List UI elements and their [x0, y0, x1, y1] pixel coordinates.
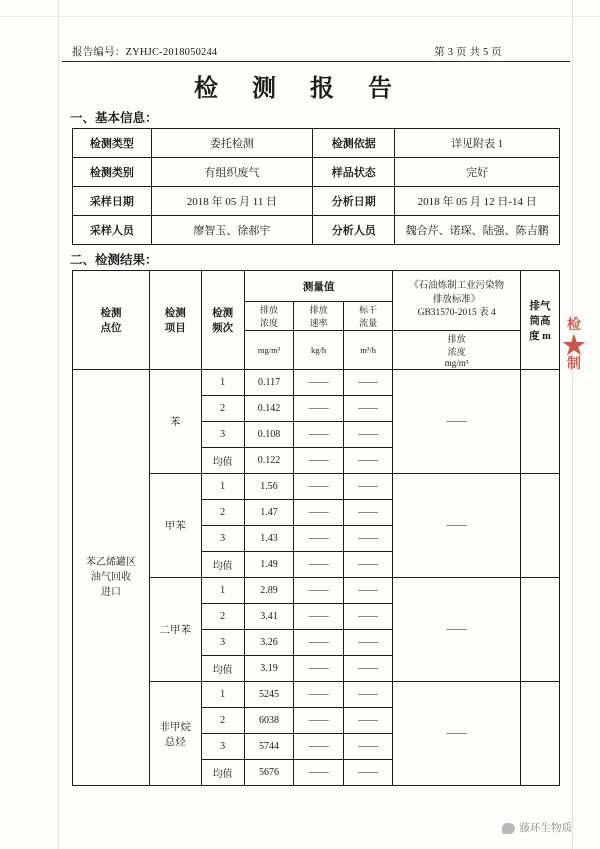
col-header-standard-flow: 标干 流量	[343, 302, 393, 331]
stamp-star-icon: ★	[562, 331, 586, 361]
cell-emission-conc: 3.26	[244, 630, 294, 656]
cell-frequency: 均值	[201, 656, 244, 682]
cell-emission-conc: 3.41	[244, 604, 294, 630]
cell-frequency: 3	[201, 526, 244, 552]
cell-emission-conc: 5245	[244, 682, 294, 708]
cell-item-name: 非甲烷 总烃	[149, 682, 201, 786]
basic-info-label: 分析人员	[313, 216, 395, 245]
cell-frequency: 1	[201, 682, 244, 708]
col-header-emission-conc: 排放 浓度	[244, 302, 294, 331]
cell-standard-flow: ——	[343, 682, 393, 708]
basic-info-label: 采样人员	[73, 216, 152, 245]
cell-emission-rate: ——	[294, 500, 344, 526]
cell-emission-rate: ——	[294, 734, 344, 760]
cell-standard-flow: ——	[343, 708, 393, 734]
basic-info-value: 2018 年 05 月 12 日-14 日	[395, 187, 560, 216]
basic-info-label: 检测类别	[73, 158, 152, 187]
cell-emission-rate: ——	[294, 604, 344, 630]
section-heading-results: 二、检测结果：	[70, 253, 158, 267]
basic-info-value: 完好	[395, 158, 560, 187]
cell-standard-flow: ——	[343, 448, 393, 474]
cell-emission-rate: ——	[294, 422, 344, 448]
cell-stack-height	[520, 578, 559, 682]
cell-emission-conc: 0.122	[244, 448, 294, 474]
cell-point-name: 苯乙烯罐区 油气回收 进口	[73, 370, 150, 786]
cell-emission-conc: 0.108	[244, 422, 294, 448]
page-header	[72, 44, 502, 59]
basic-info-value: 有组织废气	[151, 158, 312, 187]
page-edge-left	[58, 0, 59, 849]
footer-account-name: 藤环生物质	[519, 822, 572, 834]
cell-frequency: 2	[201, 396, 244, 422]
cell-standard-flow: ——	[343, 500, 393, 526]
cell-emission-conc: 0.142	[244, 396, 294, 422]
cell-item-name: 甲苯	[149, 474, 201, 578]
table-row	[73, 216, 560, 245]
basic-info-label: 检测依据	[313, 129, 395, 158]
basic-info-value: 魏合芹、诺琛、陆强、陈吉鹏	[395, 216, 560, 245]
cell-emission-conc: 1.49	[244, 552, 294, 578]
cell-emission-rate: ——	[294, 656, 344, 682]
stamp-line-2: 制	[567, 357, 581, 373]
cell-emission-rate: ——	[294, 448, 344, 474]
cell-emission-conc: 0.117	[244, 370, 294, 396]
cell-standard-flow: ——	[343, 630, 393, 656]
page-edge-top	[0, 16, 600, 17]
cell-frequency: 2	[201, 708, 244, 734]
cell-emission-conc: 6038	[244, 708, 294, 734]
cell-standard-flow: ——	[343, 734, 393, 760]
cell-stack-height	[520, 474, 559, 578]
cell-emission-rate: ——	[294, 682, 344, 708]
col-header-standard-group: 《石油炼制工业污染物 排放标准》 GB31570-2015 表 4	[393, 271, 521, 331]
cell-emission-conc: 5744	[244, 734, 294, 760]
basic-info-value: 廖智玉、徐郝宇	[151, 216, 312, 245]
basic-info-value: 2018 年 05 月 11 日	[151, 187, 312, 216]
cell-standard-flow: ——	[343, 370, 393, 396]
cell-emission-rate: ——	[294, 526, 344, 552]
cell-emission-conc: 1.56	[244, 474, 294, 500]
cell-standard-flow: ——	[343, 474, 393, 500]
unit-emission-conc: mg/m³	[244, 331, 294, 370]
cell-emission-conc: 1.47	[244, 500, 294, 526]
basic-info-label: 检测类型	[73, 129, 152, 158]
cell-standard-flow: ——	[343, 552, 393, 578]
cell-emission-rate: ——	[294, 396, 344, 422]
cell-frequency: 3	[201, 630, 244, 656]
cell-standard-flow: ——	[343, 760, 393, 786]
page-edge-right	[572, 0, 573, 849]
cell-standard-flow: ——	[343, 578, 393, 604]
cell-frequency: 均值	[201, 760, 244, 786]
table-row	[73, 129, 560, 158]
col-header-standard-conc: 排放 浓度 mg/m³	[393, 331, 521, 370]
basic-info-label: 分析日期	[313, 187, 395, 216]
cell-emission-rate: ——	[294, 708, 344, 734]
results-table	[72, 270, 560, 786]
cell-frequency: 1	[201, 578, 244, 604]
cell-emission-rate: ——	[294, 370, 344, 396]
cell-frequency: 1	[201, 474, 244, 500]
cell-emission-rate: ——	[294, 578, 344, 604]
cell-standard-conc: ——	[393, 474, 521, 578]
col-header-stack-height: 排气 筒高 度 m	[520, 271, 559, 370]
wechat-icon	[502, 823, 515, 834]
cell-stack-height	[520, 682, 559, 786]
cell-standard-flow: ——	[343, 422, 393, 448]
unit-emission-rate: kg/h	[294, 331, 344, 370]
cell-frequency: 2	[201, 604, 244, 630]
cell-standard-conc: ——	[393, 682, 521, 786]
page-title: 检 测 报 告	[194, 76, 406, 102]
cell-emission-conc: 1.43	[244, 526, 294, 552]
cell-standard-conc: ——	[393, 578, 521, 682]
cell-emission-conc: 3.19	[244, 656, 294, 682]
header-rule	[62, 61, 570, 62]
cell-emission-rate: ——	[294, 552, 344, 578]
cell-frequency: 1	[201, 370, 244, 396]
table-header-row	[73, 271, 560, 302]
basic-info-table	[72, 128, 560, 245]
cell-frequency: 3	[201, 734, 244, 760]
cell-emission-conc: 2.89	[244, 578, 294, 604]
unit-standard-flow: m³/h	[343, 331, 393, 370]
cell-frequency: 2	[201, 500, 244, 526]
col-header-emission-rate: 排放 速率	[294, 302, 344, 331]
table-row	[73, 158, 560, 187]
col-header-frequency: 检测 频次	[201, 271, 244, 370]
page-number: 第 3 页 共 5 页	[434, 47, 502, 58]
col-header-measured-group: 测量值	[244, 271, 393, 302]
table-row	[73, 187, 560, 216]
cell-item-name: 二甲苯	[149, 578, 201, 682]
cell-standard-flow: ——	[343, 656, 393, 682]
stamp-line-1: 检	[567, 318, 581, 333]
cell-emission-rate: ——	[294, 630, 344, 656]
cell-item-name: 苯	[149, 370, 201, 474]
cell-standard-flow: ——	[343, 604, 393, 630]
col-header-item: 检测 项目	[149, 271, 201, 370]
basic-info-value: 详见附表 1	[395, 129, 560, 158]
col-header-point: 检测 点位	[73, 271, 150, 370]
cell-emission-conc: 5676	[244, 760, 294, 786]
section-heading-basic-info: 一、基本信息：	[70, 111, 158, 125]
footer-watermark	[0, 820, 600, 835]
table-row	[73, 370, 560, 396]
cell-standard-conc: ——	[393, 370, 521, 474]
cell-standard-flow: ——	[343, 396, 393, 422]
basic-info-value: 委托检测	[151, 129, 312, 158]
red-seal-stamp	[552, 318, 596, 418]
cell-frequency: 均值	[201, 448, 244, 474]
basic-info-label: 采样日期	[73, 187, 152, 216]
cell-standard-flow: ——	[343, 526, 393, 552]
cell-frequency: 3	[201, 422, 244, 448]
report-number: 报告编号：ZYHJC-2018050244	[72, 47, 218, 58]
cell-frequency: 均值	[201, 552, 244, 578]
basic-info-label: 样品状态	[313, 158, 395, 187]
cell-emission-rate: ——	[294, 474, 344, 500]
cell-emission-rate: ——	[294, 760, 344, 786]
